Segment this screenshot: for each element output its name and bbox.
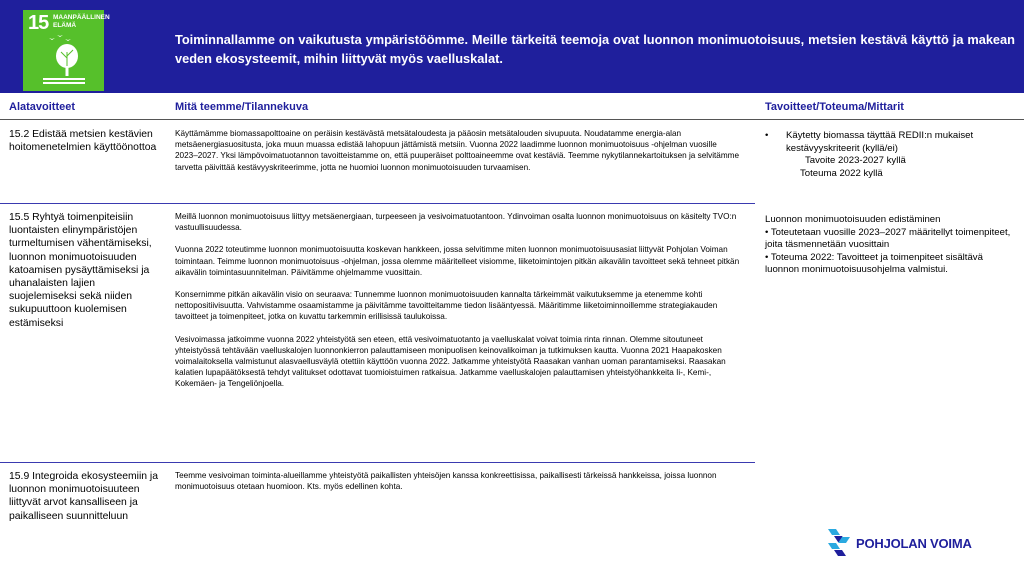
goal-biodiversity-item-2: • Toteuma 2022: Tavoitteet ja toimenpiteet sisältävä — [765, 251, 983, 263]
pohjolan-voima-logo — [826, 527, 986, 559]
intro-text: Toiminnallamme on vaikutusta ympäristöömme. Meille tärkeitä teemoja ovat luonnon monimuotoisuus, metsien kestävä käyttö ja makean veden ekosysteemit, mihin liittyvät myös vaelluskalat. — [175, 32, 1015, 66]
column-header-actions: Mitä teemme/Tilannekuva — [175, 101, 309, 113]
sdg-title: MAANPÄÄLLINEN ELÄMÄ — [53, 14, 110, 29]
row-3-actions — [175, 470, 740, 503]
logo-text: POHJOLAN VOIMA — [856, 536, 972, 551]
goal-biodiversity-title: Luonnon monimuotoisuuden edistäminen — [765, 214, 941, 225]
goal-biomass-bullet — [765, 130, 1015, 155]
header-divider — [0, 119, 1024, 120]
row-2-subgoal: 15.5 Ryhtyä toimenpiteisiin luontaisten elinympäristöjen turmeltumisen vähentämiseksi, luonnon monimuotoisuuden katoamisen pysäyttämiseksi ja uhanalaisten lajien suojelemiseksi sekä niiden sukupuuttoon kuolemisen estämiseksi — [9, 212, 152, 329]
row-2-paragraph-3: Konsernimme pitkän aikavälin visio on seuraava: Tunnemme luonnon monimuotoisuuden kannalta tärkeimmät vaikutuksemme ja etenemme kohti nettopositiivisuutta. Vahvistamme osaamistamme ja päivitämme tavoitteitamme tiedon lisääntyessä. Määritimme liiketoiminnoillemme strategiakauden tavoitteet ja toimenpiteet, jotka on kuvattu tarkemmin erillisissä taulukoissa. — [175, 290, 718, 322]
column-header-subgoals: Alatavoitteet — [9, 101, 76, 113]
row-divider-1 — [0, 203, 755, 204]
row-2-actions — [175, 211, 740, 401]
row-3-subgoal: 15.9 Integroida ekosysteemiin ja luonnon monimuotoisuuteen liittyvät arvot kansalliseen ja paikalliseen suunnitteluun — [9, 471, 159, 522]
header-banner — [0, 0, 1024, 93]
row-1-actions — [175, 128, 740, 184]
row-2-paragraph-2: Vuonna 2022 toteutimme luonnon monimuotoisuutta koskevan hankkeen, jossa selvitimme miten luonnon monimuotoisuusasiat liittyvät Pohjolan Voiman toimintaan. Teimme luonnon monimuotoisuus -ohjelman, jossa olemme määritelleet visiomme, liiketoimintojen pitkän aikavälin tavoitteet sekä tehneet pitkän aikavälin toimintasuunnitelman. Päivitämme ohjelmamme vuosittain. — [175, 245, 740, 277]
pohjolan-voima-logo-mark-icon — [826, 527, 854, 557]
row-1-paragraph: Käyttämämme biomassapolttoaine on peräisin kestävästä metsätaloudesta ja pääosin metsätalouden sivupuuta. Noudatamme energia-alan metsäenergiasuositusta, joka muun muassa edistää lahopuun jättämistä metsiin. Vuonna 2022 laadimme luonnon monimuotoisuus -ohjelman vuosille 2023–2027. Yksi lämpövoimatuotannon tavoitteistamme on, että puuperäiset polttoaineemme ovat kestäviä. Teemme nykytilannekartoituksen ja selvitämme tarvetta päivittää kestävyyskriteerimme, jotta ne huomioi luonnon monimuotoisuuden turvaamisen. — [175, 129, 740, 172]
goals-block-biodiversity — [765, 214, 1015, 277]
row-2-paragraph-1: Meillä luonnon monimuotoisuus liittyy metsäenergiaan, turpeeseen ja vesivoimatuotantoon. Ydinvoiman osalta luonnon monimuotoisuus on käsitelty TVO:n vastuullisuudessa. — [175, 212, 737, 233]
column-header-goals: Tavoitteet/Toteuma/Mittarit — [765, 101, 904, 113]
row-2-paragraph-4: Vesivoimassa jatkoimme vuonna 2022 yhteistyötä sen eteen, että vesivoimatuotanto ja vaelluskalat voivat toimia rinta rinnan. Olemme sitoutuneet yhteistyössä tehtävään vaelluskalojen luonnonkierron palauttamiseen monipuolisen keinovalikoiman ja tutkimuksen kautta. Vuonna 2021 Haapakosken voimalaitoksella valmistunut alasvaellusväylä otettiin käyttöön vuonna 2022. Jatkamme yhteistyötä Raasakan vanhan uoman parantamiseksi. Raasakan kalatien lupapäätöksestä tehdyt valitukset odottavat tuomioistuimen ratkaisua. Jatkamme vaelluskalojen palauttamisen yhteistyöhankkeita Ii-, Kemi-, Kokemäen- ja Tengeliönjoella. — [175, 334, 726, 389]
sdg-number: 15 — [28, 12, 49, 34]
goal-biomass-target: Tavoite 2023-2027 kyllä — [805, 155, 906, 166]
row-divider-2 — [0, 462, 755, 463]
goals-block-biomass — [765, 130, 1015, 180]
goal-biodiversity-item-1: • Toteutetaan vuosille 2023–2027 määritellyt toimenpiteet, joita täsmennetään vuosittain — [765, 226, 1011, 250]
tree-birds-icon — [41, 32, 87, 86]
row-3-paragraph: Teemme vesivoiman toiminta-alueillamme yhteistyötä paikallisten yhteisöjen kanssa konkreettisissa, paikallisesti tärkeissä hankkeissa, joissa luonnon monimuotoisuus otetaan huomioon. Kts. myös edellinen kohta. — [175, 471, 717, 492]
row-1-subgoal: 15.2 Edistää metsien kestävien hoitomenetelmien käyttöönottoa — [9, 129, 157, 154]
goal-biodiversity-item-2-cont: luonnon monimuotoisuusohjelma valmistui. — [765, 264, 948, 275]
bullet-marker: • — [765, 130, 769, 141]
goal-biomass-actual: Toteuma 2022 kyllä — [800, 167, 883, 179]
goal-biomass-text: Käytetty biomassa täyttää REDII:n mukaiset kestävyyskriteerit (kyllä/ei) — [786, 130, 974, 154]
sdg-15-badge — [23, 10, 110, 91]
